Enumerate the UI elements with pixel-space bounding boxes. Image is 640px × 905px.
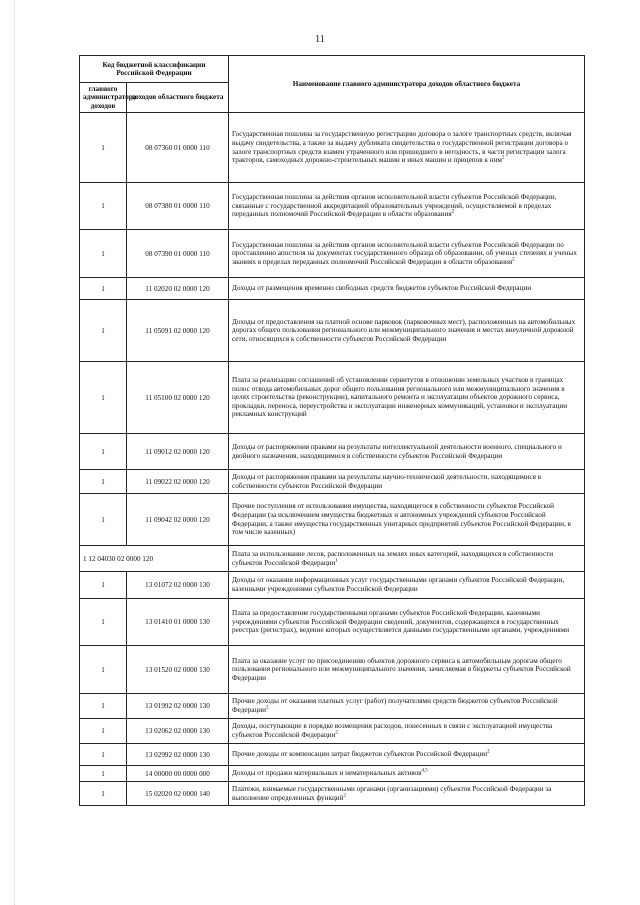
income-code-cell: 13 01072 02 0000 130 <box>127 572 229 599</box>
header-regional-income: доходов областного бюджета <box>127 83 229 113</box>
footnote-mark: 2 <box>265 705 269 711</box>
income-code-cell: 13 02062 02 0000 130 <box>127 719 229 744</box>
admin-code-cell: 1 <box>80 183 127 230</box>
income-code-cell: 11 09012 02 0000 120 <box>127 434 229 470</box>
header-administrator-name: Наименование главного администратора доходов областного бюджета <box>229 56 585 113</box>
admin-code: 1 <box>83 554 87 563</box>
admin-code-cell: 1 <box>80 694 127 719</box>
admin-code-cell: 1 <box>80 572 127 599</box>
table-row <box>80 362 585 434</box>
table-row <box>80 113 585 183</box>
table-row <box>80 546 585 572</box>
income-code-cell: 13 01992 02 0000 130 <box>127 694 229 719</box>
header-budget-code-group: Код бюджетной классификации Российской Федерации <box>80 56 229 83</box>
admin-code-cell: 1 <box>80 434 127 470</box>
income-name-cell: Доходы от продажи материальных и нематериальных активов$^{4,5}$ <box>229 766 585 782</box>
income-code-cell: 13 01410 01 0000 130 <box>127 599 229 646</box>
income-code-cell: 08 07360 01 0000 110 <box>127 113 229 183</box>
table-row <box>80 230 585 278</box>
income-name-cell: Государственная пошлина за государственную регистрацию договора о залоге транспортных средств, включая выдачу свидетельства, а также за выдачу дубликата свидетельства о государственной регистрации договора о залоге транспортных средств взамен утраченного или пришедшего в негодность, в части регистрации залога тракторов, самоходных дорожно-строительных машин и иных машин и прицепов к ним$^2$ <box>229 113 585 183</box>
income-name-cell: Платежи, взимаемые государственными органами (организациями) субъектов Российской Федерации за выполнение определенных функций$^2$ <box>229 782 585 806</box>
footnote-mark: 2 <box>512 257 515 263</box>
table-row <box>80 782 585 806</box>
income-name-cell: Плата за предоставление государственными органами субъектов Российской Федерации, казенными учреждениями субъектов Российской Федерации сведений, документов, содержащихся в государственных реестрах (регистрах), ведение которых осуществляется данными государственными органами, учреждениями <box>229 599 585 646</box>
admin-code-cell: 1 <box>80 744 127 766</box>
table-row <box>80 300 585 362</box>
admin-code-cell: 1 <box>80 766 127 782</box>
table-row <box>80 744 585 766</box>
income-code-cell: 08 07380 01 0000 110 <box>127 183 229 230</box>
income-code: 12 04030 02 0000 120 <box>88 554 154 563</box>
table-row <box>80 434 585 470</box>
income-code-cell: 13 01520 02 0000 130 <box>127 646 229 694</box>
table-row <box>80 719 585 744</box>
admin-code-cell: 1 <box>80 230 127 278</box>
combined-code-cell <box>80 546 229 572</box>
budget-classification-table <box>79 55 585 806</box>
income-name-cell: Доходы от распоряжения правами на результаты интеллектуальной деятельности военного, специального и двойного назначения, находящимися в собственности субъектов Российской Федерации <box>229 434 585 470</box>
income-code-cell: 11 05100 02 0000 120 <box>127 362 229 434</box>
income-name-cell: Доходы от предоставления на платной основе парковок (парковочных мест), расположенных на автомобильных дорогах общего пользования регионального или межмуниципального значения и местах внеуличной дорожной сети, относящихся к собственности субъектов Российской Федерации <box>229 300 585 362</box>
admin-code-cell: 1 <box>80 470 127 494</box>
footnote-mark: 4,5 <box>421 768 428 774</box>
table-body <box>80 113 585 806</box>
admin-code-cell: 1 <box>80 362 127 434</box>
admin-code-cell: 1 <box>80 494 127 546</box>
income-name-cell: Плата за реализацию соглашений об установлении сервитутов в отношении земельных участков в границах полос отвода автомобильных дорог общего пользования регионального или межмуниципального значения в целях строительства (реконструкции), капитального ремонта и эксплуатации объектов дорожного сервиса, прокладки, переноса, переустройства и эксплуатации инженерных коммуникаций, установки и эксплуатации рекламных конструкций <box>229 362 585 434</box>
table-row <box>80 183 585 230</box>
footnote-mark: 2 <box>487 749 490 755</box>
admin-code-cell: 1 <box>80 719 127 744</box>
table-row <box>80 599 585 646</box>
income-code-cell: 13 02992 02 0000 130 <box>127 744 229 766</box>
scan-edge-line <box>14 0 16 905</box>
income-code-cell: 11 09022 02 0000 120 <box>127 470 229 494</box>
income-name-cell: Доходы от оказания информационных услуг государственными органами субъектов Российской Федерации, казенными учреждениями субъектов Российской Федерации <box>229 572 585 599</box>
income-name-cell: Прочие доходы от оказания платных услуг (работ) получателями средств бюджетов субъектов Российской Федерации$^2$ <box>229 694 585 719</box>
footnote-mark: 2 <box>343 793 346 799</box>
income-name-cell: Доходы от размещения временно свободных средств бюджетов субъектов Российской Федерации <box>229 278 585 300</box>
footnote-mark: 2 <box>501 155 505 161</box>
income-name-cell: Государственная пошлина за действия органов исполнительной власти субъектов Российской Федерации, связанные с государственной аккредитацией образовательных учреждений, осуществляемой в пределах переданных полномочий Российской Федерации в области образования$^2$ <box>229 183 585 230</box>
income-name-cell: Доходы от распоряжения правами на результаты научно-технической деятельности, находящимися в собственности субъектов Российской Федерации <box>229 470 585 494</box>
table-row <box>80 572 585 599</box>
table-row <box>80 646 585 694</box>
income-name-cell: Прочие доходы от компенсации затрат бюджетов субъектов Российской Федерации$^2$ <box>229 744 585 766</box>
income-name-cell: Плата за использование лесов, расположенных на землях иных категорий, находящихся в собственности субъектов Российской Федерации$^1$ <box>229 546 585 572</box>
table-row <box>80 766 585 782</box>
footnote-mark: 2 <box>451 209 455 215</box>
income-name-cell: Прочие поступления от использования имущества, находящегося в собственности субъектов Российской Федерации (за исключением имущества бюджетных и автономных учреждений субъектов Российской Федерации, а также имущества государственных унитарных предприятий субъектов Российской Федерации, в том числе казенных) <box>229 494 585 546</box>
footnote-mark: 2 <box>335 730 338 736</box>
admin-code-cell: 1 <box>80 599 127 646</box>
table-row <box>80 278 585 300</box>
admin-code-cell: 1 <box>80 278 127 300</box>
income-name-cell: Доходы, поступающие в порядке возмещения расходов, понесенных в связи с эксплуатацией имущества субъектов Российской Федерации$^2$ <box>229 719 585 744</box>
income-name-cell: Плата за оказание услуг по присоединению объектов дорожного сервиса к автомобильным дорогам общего пользования регионального или межмуниципального значения, зачисляемая в бюджеты субъектов Российской Федерации <box>229 646 585 694</box>
page-number: 11 <box>315 34 325 45</box>
income-code-cell: 08 07390 01 0000 110 <box>127 230 229 278</box>
admin-code-cell: 1 <box>80 300 127 362</box>
table-row <box>80 694 585 719</box>
income-code-cell: 15 02020 02 0000 140 <box>127 782 229 806</box>
admin-code-cell: 1 <box>80 113 127 183</box>
header-main-administrator: главного администратора доходов <box>80 83 127 113</box>
income-code-cell: 11 02020 02 0000 120 <box>127 278 229 300</box>
table-row <box>80 470 585 494</box>
admin-code-cell: 1 <box>80 782 127 806</box>
income-name-cell: Государственная пошлина за действия органов исполнительной власти субъектов Российской Федерации по проставлению апостиля на документах государственного образца об образовании, об ученых степенях и ученых званиях в пределах переданных полномочий Российской Федерации в области образования$^2$ <box>229 230 585 278</box>
admin-code-cell: 1 <box>80 646 127 694</box>
table-row <box>80 494 585 546</box>
footnote-mark: 1 <box>335 558 338 564</box>
income-code-cell: 14 00000 00 0000 000 <box>127 766 229 782</box>
income-code-cell: 11 09042 02 0000 120 <box>127 494 229 546</box>
income-code-cell: 11 05091 02 0000 120 <box>127 300 229 362</box>
